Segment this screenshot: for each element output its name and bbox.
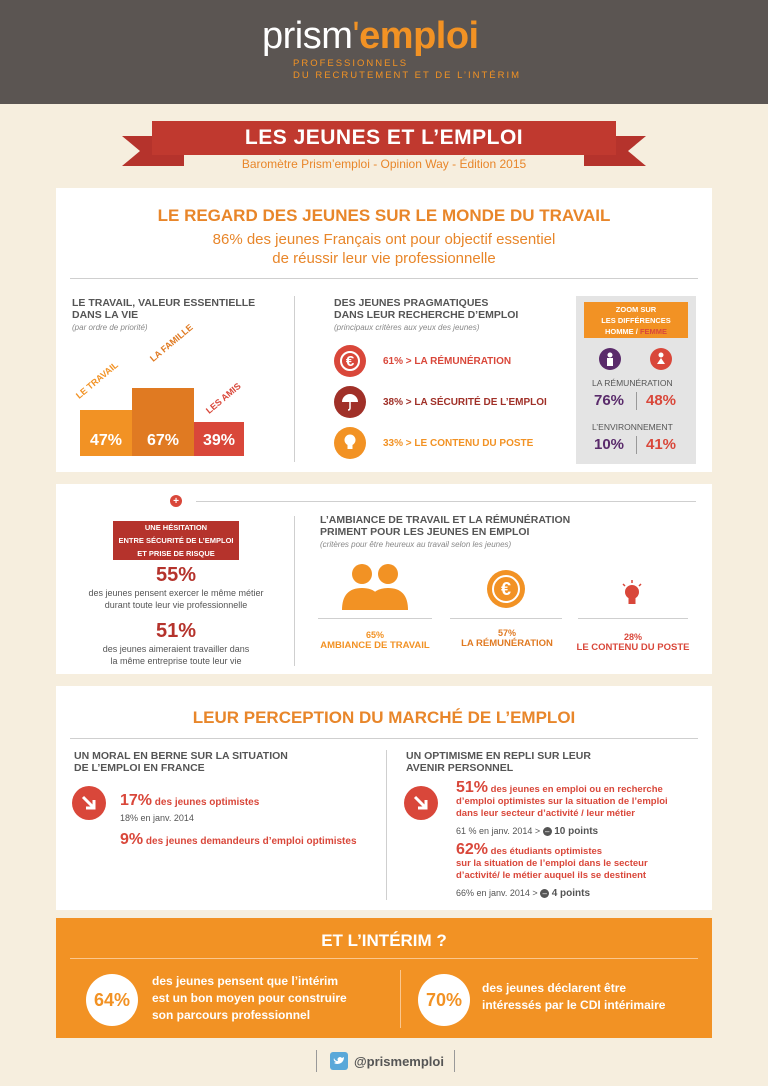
divider: [70, 278, 698, 279]
stat-text: des jeunes pensent exercer le même métier durant toute leur vie professionnelle: [88, 588, 264, 610]
divider: [294, 296, 295, 462]
podium-label: LES AMIS: [204, 380, 243, 416]
page-subtitle: Baromètre Prism’emploi - Opinion Way - Édition 2015: [241, 157, 527, 171]
section-title: LEUR PERCEPTION DU MARCHÉ DE L’EMPLOI: [192, 708, 576, 727]
zoom-value-homme: 10%: [594, 436, 625, 453]
col-heading: L’AMBIANCE DE TRAVAIL ET LA RÉMUNÉRATION PRIMENT POUR LES JEUNES EN EMPLOI: [320, 514, 571, 538]
col-heading: UN OPTIMISME EN REPLI SUR LEUR AVENIR PERSONNEL: [406, 750, 591, 774]
col-heading: UN MORAL EN BERNE SUR LA SITUATION DE L’EMPLOI EN FRANCE: [74, 750, 288, 774]
stat-line: 17% des jeunes optimistes: [120, 792, 260, 809]
logo-tagline: PROFESSIONNELS DU RECRUTEMENT ET DE L’INTÉRIM: [293, 58, 522, 81]
divider: [578, 618, 688, 619]
criterion: 65% AMBIANCE DE TRAVAIL: [320, 630, 430, 651]
section-subtitle: 86% des jeunes Français ont pour objectif essentiel de réussir leur vie professionnelle: [212, 231, 556, 267]
twitter-handle[interactable]: @prismemploi: [354, 1054, 444, 1069]
male-icon: [599, 348, 621, 370]
divider: [454, 1050, 455, 1072]
divider: [636, 392, 637, 410]
divider: [196, 501, 696, 502]
stat-text: des jeunes aimeraient travailler dans la même entreprise toute leur vie: [102, 644, 250, 666]
podium-step: 47%: [80, 410, 132, 456]
stat-sub: 61 % en janv. 2014 > – 10 points: [456, 826, 599, 837]
criterion: 28% LE CONTENU DU POSTE: [576, 632, 690, 653]
zoom-label: L’ENVIRONNEMENT: [592, 422, 673, 432]
divider: [450, 618, 562, 619]
zoom-value-femme: 48%: [646, 392, 677, 409]
divider: [70, 738, 698, 739]
zoom-value-femme: 41%: [646, 436, 677, 453]
podium-label: LE TRAVAIL: [74, 359, 121, 401]
criterion-label: 61% > LA RÉMUNÉRATION: [383, 356, 512, 367]
podium-label: LA FAMILLE: [148, 322, 195, 364]
section-perception: [56, 686, 712, 910]
logo: prism'emploi: [262, 15, 479, 57]
col-note: (critères pour être heureux au travail selon les jeunes): [320, 540, 512, 549]
stat-line: 9% des jeunes demandeurs d’emploi optimistes: [120, 831, 357, 848]
stat-sub: 66% en janv. 2014 > – 4 points: [456, 888, 591, 899]
divider: [400, 970, 401, 1028]
section-title: LE REGARD DES JEUNES SUR LE MONDE DU TRAVAIL: [157, 206, 611, 225]
euro-icon: €: [334, 345, 366, 377]
criterion-label: 38% > LA SÉCURITÉ DE L’EMPLOI: [383, 397, 547, 408]
umbrella-icon: [334, 386, 366, 418]
plus-icon: +: [170, 495, 182, 507]
female-icon: [650, 348, 672, 370]
section-interim: [56, 918, 712, 1038]
people-icon: [340, 562, 410, 612]
divider: [316, 1050, 317, 1072]
criterion: 57% LA RÉMUNÉRATION: [461, 628, 553, 649]
arrow-down-icon: [72, 786, 106, 820]
stat-text: des jeunes pensent que l’intérim est un bon moyen pour construire son parcours professionnel: [152, 974, 347, 1022]
col-note: (par ordre de priorité): [72, 323, 148, 332]
podium-step: 39%: [194, 422, 244, 456]
divider: [386, 750, 387, 900]
divider: [70, 958, 698, 959]
page-title: LES JEUNES ET L’EMPLOI: [152, 121, 616, 155]
col-heading: LE TRAVAIL, VALEUR ESSENTIELLE DANS LA VIE: [72, 297, 256, 321]
lightbulb-icon: [622, 580, 642, 608]
hesitation-label: UNE HÉSITATION ENTRE SÉCURITÉ DE L’EMPLOI ET PRISE DE RISQUE: [113, 521, 239, 560]
arrow-down-icon: [404, 786, 438, 820]
stat-value: 51%: [155, 620, 197, 642]
lightbulb-icon: [334, 427, 366, 459]
stat-circle: 64%: [86, 974, 138, 1026]
section-regard: [56, 188, 712, 472]
zoom-title: ZOOM SUR LES DIFFÉRENCES HOMME / FEMME: [584, 302, 688, 338]
col-note: (principaux critères aux yeux des jeunes): [334, 323, 480, 332]
stat-sub: 18% en janv. 2014: [120, 813, 194, 823]
stat-block: 62% des étudiants optimistes sur la situation de l’emploi dans le secteur d’activité/ le métier auquel ils se destinent: [456, 841, 648, 881]
stat-value: 55%: [155, 564, 197, 586]
zoom-label: LA RÉMUNÉRATION: [592, 378, 673, 388]
stat-circle: 70%: [418, 974, 470, 1026]
criterion-label: 33% > LE CONTENU DU POSTE: [383, 438, 534, 449]
zoom-box: [576, 296, 696, 464]
divider: [294, 516, 295, 666]
euro-icon: €: [487, 570, 525, 608]
divider: [318, 618, 432, 619]
divider: [636, 436, 637, 454]
col-heading: DES JEUNES PRAGMATIQUES DANS LEUR RECHERCHE D’EMPLOI: [334, 297, 519, 321]
twitter-icon[interactable]: [330, 1052, 348, 1070]
section-title: ET L’INTÉRIM ?: [321, 931, 447, 950]
zoom-value-homme: 76%: [594, 392, 625, 409]
section-hesitation: [56, 484, 712, 674]
podium-step: 67%: [132, 388, 194, 456]
stat-block: 51% des jeunes en emploi ou en recherche d’emploi optimistes sur la situation de l’emploi dans leur secteur d’activité / leur métier: [456, 779, 668, 819]
stat-text: des jeunes déclarent être intéressés par le CDI intérimaire: [482, 981, 666, 1012]
